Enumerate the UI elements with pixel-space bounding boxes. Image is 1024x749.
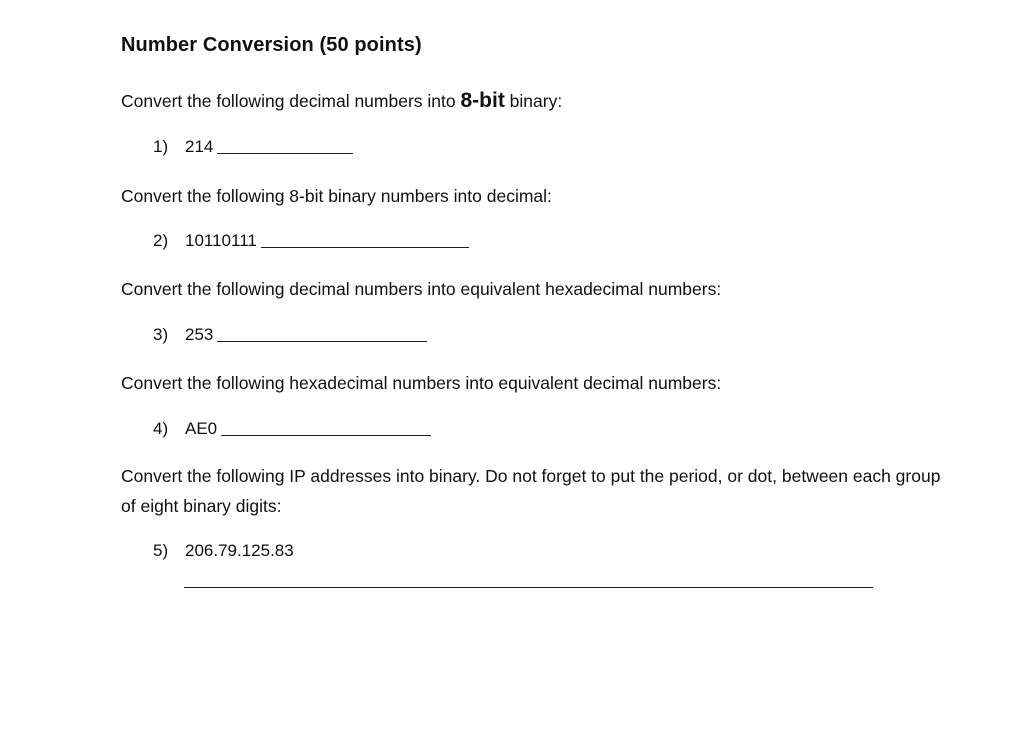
- instruction-4: Convert the following hexadecimal numbers into equivalent decimal numbers:: [121, 373, 722, 393]
- instruction-1-pre: Convert the following decimal numbers into: [121, 91, 461, 111]
- question-2-value: 10110111: [185, 231, 257, 250]
- instruction-1-post: binary:: [504, 91, 563, 111]
- instruction-1-bold: 8-bit: [460, 89, 505, 112]
- question-5-number: 5): [153, 541, 169, 560]
- question-3-number: 3): [153, 325, 169, 344]
- instruction-5: Convert the following IP addresses into binary. Do not forget to put the period, or dot, between each group of eight binary digits:: [121, 466, 941, 516]
- instruction-3: Convert the following decimal numbers into equivalent hexadecimal numbers:: [121, 279, 722, 299]
- instruction-1: [121, 86, 562, 116]
- question-1-number: 1): [153, 137, 169, 156]
- question-1: [153, 137, 353, 157]
- answer-blank-4[interactable]: [221, 434, 431, 436]
- question-3-value: 253: [185, 325, 214, 344]
- question-5-value: 206.79.125.83: [185, 541, 294, 560]
- question-4-number: 4): [153, 419, 169, 438]
- question-2: [153, 231, 469, 251]
- answer-blank-1[interactable]: [217, 152, 353, 154]
- answer-blank-3[interactable]: [217, 340, 427, 342]
- question-4: [153, 419, 431, 439]
- instruction-2: Convert the following 8-bit binary numbers into decimal:: [121, 186, 552, 206]
- page-title: Number Conversion (50 points): [121, 34, 422, 56]
- answer-blank-5[interactable]: [184, 586, 873, 588]
- question-3: [153, 325, 427, 345]
- answer-blank-2[interactable]: [261, 246, 469, 248]
- question-4-value: AE0: [185, 419, 218, 438]
- question-5: [153, 541, 294, 561]
- question-2-number: 2): [153, 231, 169, 250]
- question-1-value: 214: [185, 137, 214, 156]
